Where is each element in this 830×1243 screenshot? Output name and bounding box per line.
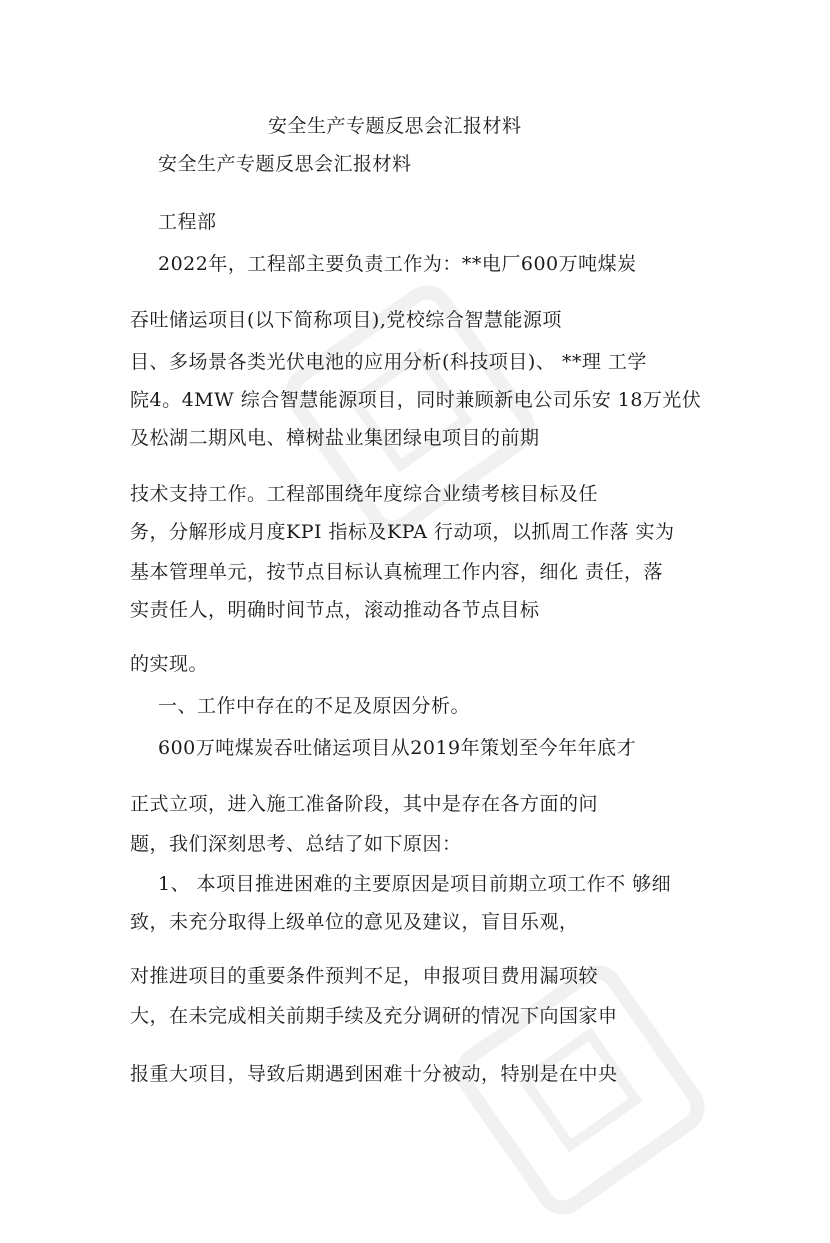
document-subtitle: 安全生产专题反思会汇报材料 bbox=[158, 153, 412, 175]
body-line: 1、 本项目推进困难的主要原因是项目前期立项工作不 够细 bbox=[158, 873, 672, 895]
body-line: 2022年，工程部主要负责工作为：**电厂600万吨煤炭 bbox=[158, 253, 637, 275]
body-line: 及松湖二期风电、樟树盐业集团绿电项目的前期 bbox=[130, 427, 540, 449]
body-line: 技术支持工作。工程部围绕年度综合业绩考核目标及任 bbox=[130, 483, 599, 505]
body-line: 吞吐储运项目(以下简称项目),党校综合智慧能源项 bbox=[130, 309, 562, 331]
body-line: 大，在未完成相关前期手续及充分调研的情况下向国家申 bbox=[130, 1005, 618, 1027]
body-line: 基本管理单元，按节点目标认真梳理工作内容，细化 责任，落 bbox=[130, 561, 664, 583]
body-line: 院4。4MW 综合智慧能源项目，同时兼顾新电公司乐安 18万光伏 bbox=[130, 389, 702, 411]
body-line: 的实现。 bbox=[130, 653, 209, 675]
body-line: 报重大项目，导致后期遇到困难十分被动，特别是在中央 bbox=[130, 1063, 618, 1085]
section-heading: 一、工作中存在的不足及原因分析。 bbox=[158, 695, 471, 717]
department-label: 工程部 bbox=[158, 211, 217, 233]
body-line: 题，我们深刻思考、总结了如下原因： bbox=[130, 833, 462, 855]
body-line: 600万吨煤炭吞吐储运项目从2019年策划至今年年底才 bbox=[158, 737, 637, 759]
body-line: 对推进项目的重要条件预判不足，申报项目费用漏项较 bbox=[130, 965, 599, 987]
body-line: 务，分解形成月度KPI 指标及KPA 行动项，以抓周工作落 实为 bbox=[130, 521, 675, 543]
body-line: 目、多场景各类光伏电池的应用分析(科技项目)、 **理 工学 bbox=[130, 351, 647, 373]
document-title: 安全生产专题反思会汇报材料 bbox=[268, 115, 522, 137]
body-line: 正式立项，进入施工准备阶段，其中是存在各方面的问 bbox=[130, 793, 599, 815]
body-line: 实责任人，明确时间节点，滚动推动各节点目标 bbox=[130, 599, 540, 621]
body-line: 致，未充分取得上级单位的意见及建议，盲目乐观， bbox=[130, 911, 579, 933]
